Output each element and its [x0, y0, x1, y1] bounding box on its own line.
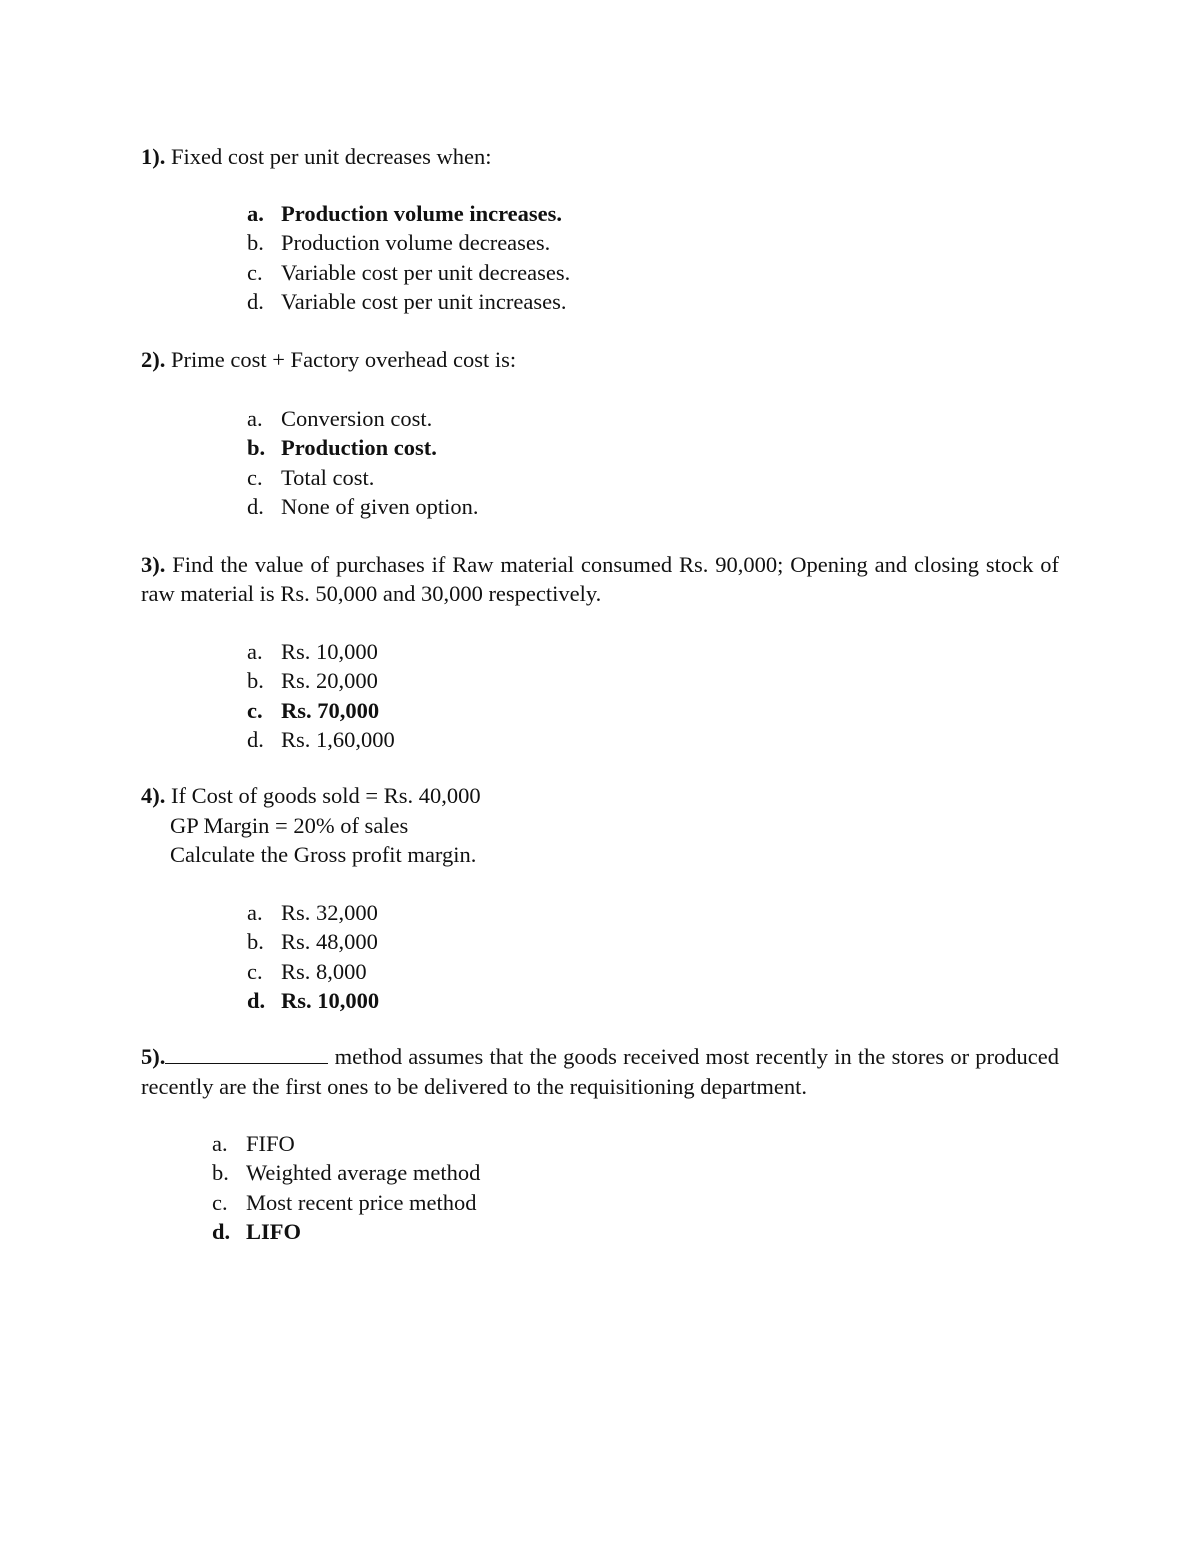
question-1-text: Fixed cost per unit decreases when: — [165, 144, 492, 169]
option-letter: d. — [247, 493, 264, 519]
option-2c — [247, 463, 478, 492]
option-text: Rs. 10,000 — [281, 639, 378, 664]
option-2a — [247, 404, 478, 433]
question-1 — [141, 142, 1059, 171]
option-text: Rs. 8,000 — [281, 958, 367, 984]
option-5b — [212, 1158, 480, 1187]
option-text: Variable cost per unit increases. — [281, 288, 567, 314]
question-1-options — [247, 199, 570, 316]
option-3b — [247, 666, 395, 695]
option-letter: a. — [212, 1131, 228, 1156]
question-5-text: method assumes that the goods received most recently in the stores or produced recently are the first ones to be delivered to the requisitioning department. — [141, 1044, 1059, 1099]
option-letter: a. — [247, 639, 263, 664]
option-letter: d. — [247, 288, 264, 314]
question-5-options — [212, 1129, 480, 1246]
option-text: Rs. 48,000 — [281, 929, 378, 955]
question-2-options — [247, 404, 478, 521]
option-letter: b. — [247, 435, 266, 461]
option-text: Rs. 70,000 — [281, 697, 380, 723]
option-letter: c. — [212, 1189, 228, 1215]
question-3 — [141, 550, 1059, 608]
option-text: None of given option. — [281, 493, 479, 519]
option-3d — [247, 725, 395, 754]
option-1b — [247, 228, 570, 257]
option-text: Production volume decreases. — [281, 230, 551, 256]
option-5c — [212, 1188, 480, 1217]
question-4-number: 4). — [141, 783, 166, 808]
option-text: Conversion cost. — [281, 406, 433, 431]
option-text: Production volume increases. — [281, 201, 563, 226]
question-4-line-3: Calculate the Gross profit margin. — [170, 842, 477, 868]
option-text: FIFO — [246, 1131, 295, 1156]
option-letter: b. — [247, 668, 264, 694]
option-text: Production cost. — [281, 435, 437, 461]
option-1a — [247, 199, 570, 228]
option-letter: a. — [247, 900, 263, 925]
option-2d — [247, 492, 478, 521]
option-1c — [247, 258, 570, 287]
question-3-text: Find the value of purchases if Raw material consumed Rs. 90,000; Opening and closing stock of raw material is Rs. 50,000 and 30,000 respectively. — [141, 552, 1059, 606]
option-text: Most recent price method — [246, 1189, 477, 1215]
option-4a — [247, 898, 379, 927]
option-letter: c. — [247, 958, 263, 984]
option-text: LIFO — [246, 1218, 302, 1244]
option-5d — [212, 1217, 480, 1246]
option-text: Rs. 10,000 — [281, 987, 380, 1013]
question-2-number: 2). — [141, 347, 166, 372]
option-text: Total cost. — [281, 464, 375, 490]
question-2 — [141, 345, 1059, 374]
option-letter: d. — [212, 1218, 231, 1244]
option-letter: b. — [212, 1160, 229, 1186]
option-letter: c. — [247, 697, 263, 723]
question-4-line-1: If Cost of goods sold = Rs. 40,000 — [165, 783, 481, 808]
question-1-number: 1). — [141, 144, 166, 169]
option-5a — [212, 1129, 480, 1158]
option-3c — [247, 696, 395, 725]
option-text: Rs. 1,60,000 — [281, 726, 395, 752]
option-1d — [247, 287, 570, 316]
option-text: Rs. 20,000 — [281, 668, 378, 694]
answer-blank — [165, 1043, 328, 1064]
option-letter: d. — [247, 726, 264, 752]
option-4d — [247, 986, 379, 1015]
option-2b — [247, 433, 478, 462]
option-text: Rs. 32,000 — [281, 900, 378, 925]
question-4 — [141, 781, 1059, 870]
option-letter: c. — [247, 259, 263, 285]
question-3-options — [247, 637, 395, 754]
option-3a — [247, 637, 395, 666]
question-2-text: Prime cost + Factory overhead cost is: — [165, 347, 517, 372]
option-letter: a. — [247, 406, 263, 431]
option-text: Weighted average method — [246, 1160, 481, 1186]
option-letter: d. — [247, 987, 266, 1013]
option-text: Variable cost per unit decreases. — [281, 259, 571, 285]
option-letter: b. — [247, 230, 264, 256]
question-5 — [141, 1042, 1059, 1102]
option-letter: a. — [247, 201, 264, 226]
question-5-number: 5). — [141, 1044, 166, 1069]
option-letter: b. — [247, 929, 264, 955]
question-4-line-2: GP Margin = 20% of sales — [170, 812, 409, 838]
option-4c — [247, 957, 379, 986]
option-4b — [247, 927, 379, 956]
option-letter: c. — [247, 464, 263, 490]
question-3-number: 3). — [141, 552, 166, 577]
question-4-options — [247, 898, 379, 1015]
